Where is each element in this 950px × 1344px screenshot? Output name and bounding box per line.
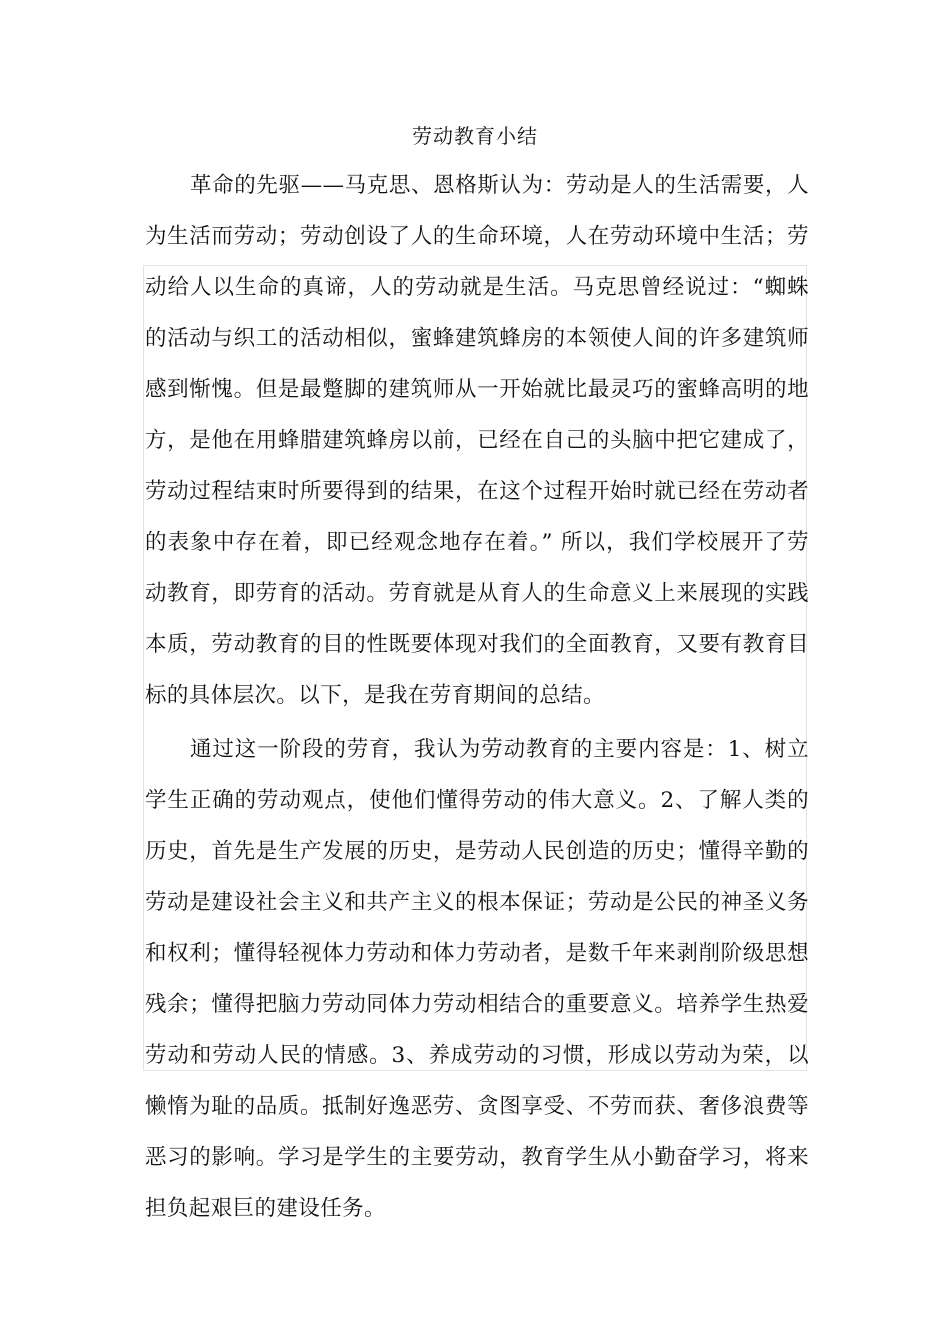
paragraph-2: 通过这一阶段的劳育，我认为劳动教育的主要内容是：1、树立学生正确的劳动观点，使他们懂得劳动的伟大意义。2、了解人类的历史，首先是生产发展的历史，是劳动人民创造的历史；懂得辛勤的劳动是建设社会主义和共产主义的根本保证；劳动是公民的神圣义务和权利；懂得轻视体力劳动和体力劳动者，是数千年来剥削阶级思想残余；懂得把脑力劳动同体力劳动相结合的重要意义。培养学生热爱劳动和劳动人民的情感。3、养成劳动的习惯，形成以劳动为荣，以懒惰为耻的品质。抵制好逸恶劳、贪图享受、不劳而获、奢侈浪费等恶习的影响。学习是学生的主要劳动，教育学生从小勤奋学习，将来担负起艰巨的建设任务。 (145, 737, 809, 1221)
paragraph-1: 革命的先驱——马克思、恩格斯认为：劳动是人的生活需要，人为生活而劳动；劳动创设了人的生命环境，人在劳动环境中生活；劳动给人以生命的真谛，人的劳动就是生活。马克思曾经说过：“蜘蛛的活动与织工的活动相似，蜜蜂建筑蜂房的本领使人间的许多建筑师感到惭愧。但是最蹩脚的建筑师从一开始就比最灵巧的蜜蜂高明的地方，是他在用蜂腊建筑蜂房以前，已经在自己的头脑中把它建成了，劳动过程结束时所要得到的结果，在这个过程开始时就已经在劳动者的表象中存在着，即已经观念地存在着。” 所以，我们学校展开了劳动教育，即劳育的活动。劳育就是从育人的生命意义上来展现的实践本质，劳动教育的目的性既要体现对我们的全面教育，又要有教育目标的具体层次。以下，是我在劳育期间的总结。 (145, 173, 809, 708)
document-title: 劳动教育小结 (412, 124, 538, 148)
document-body (145, 160, 809, 1234)
